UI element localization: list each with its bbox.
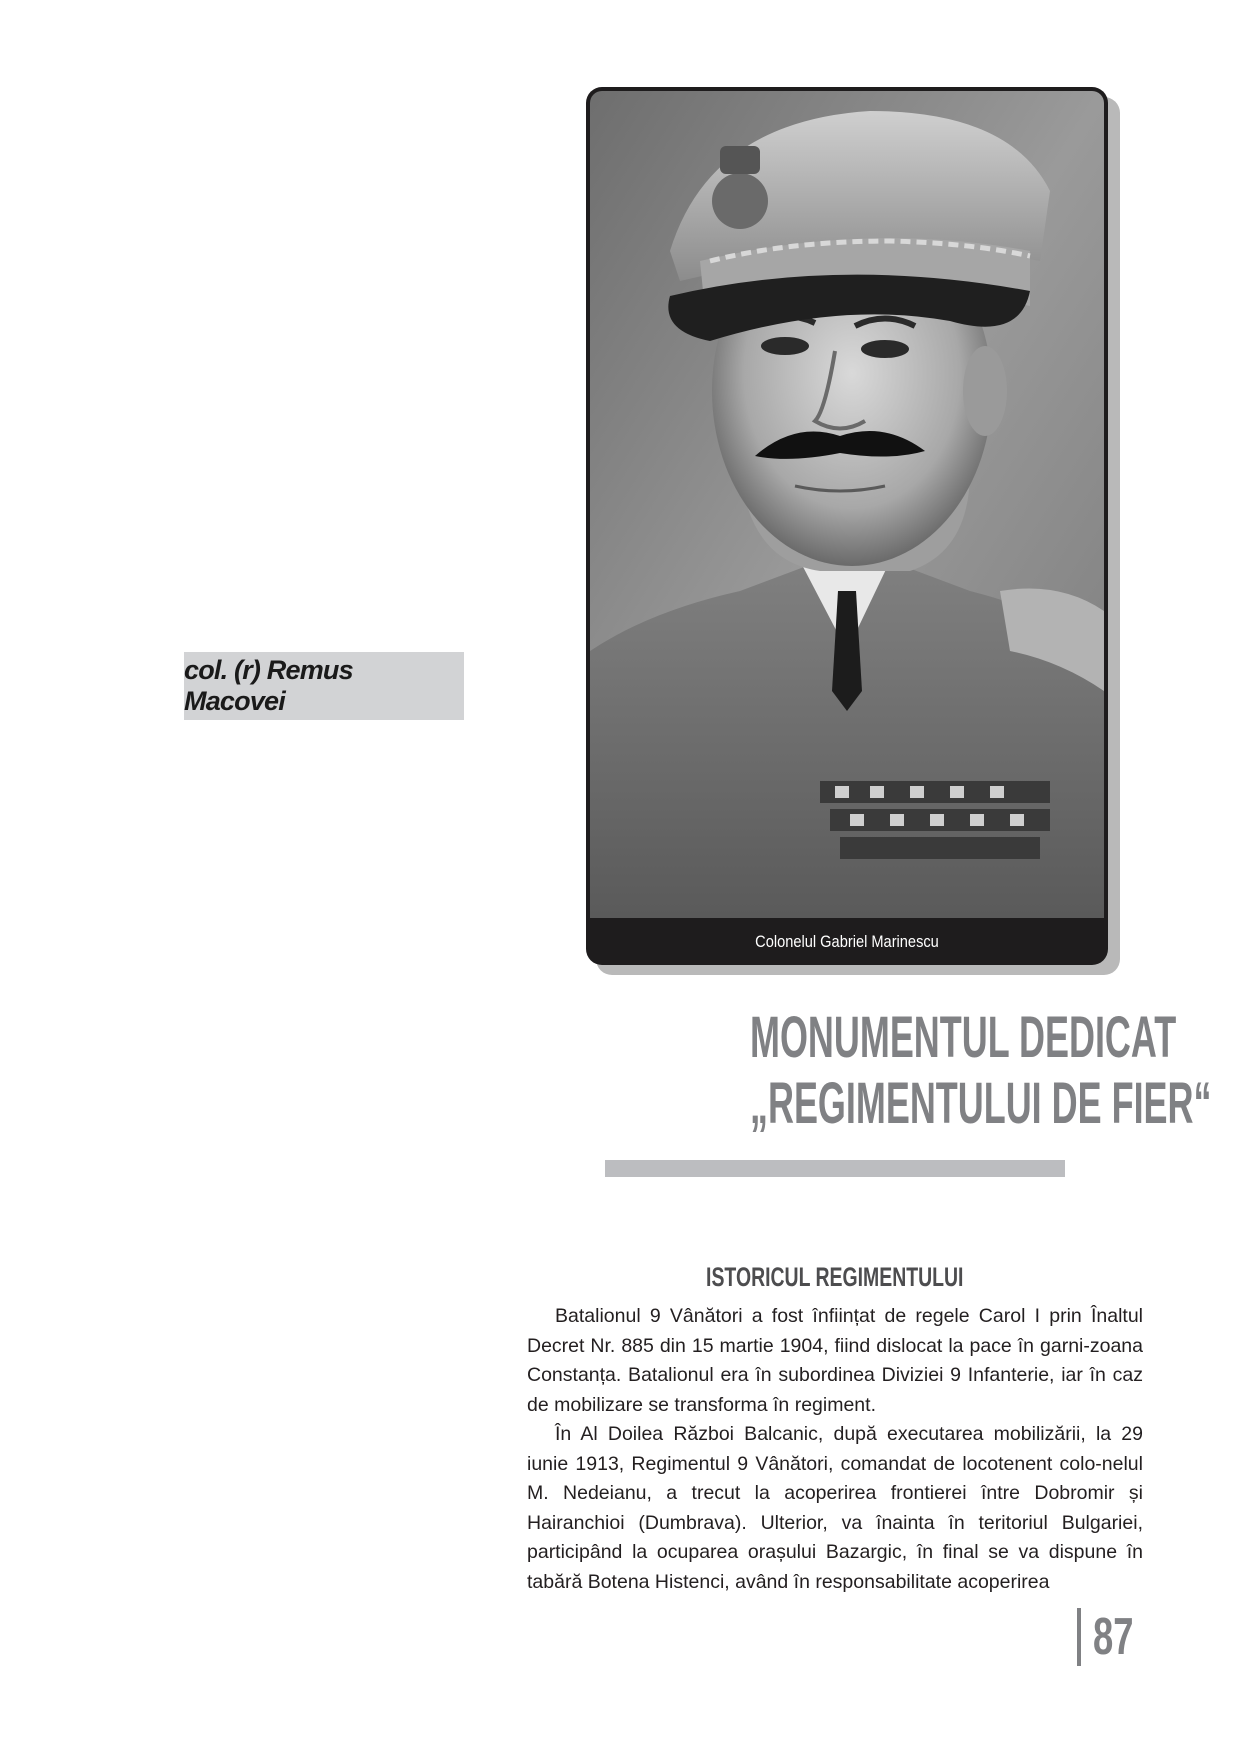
- section-heading: ISTORICUL REGIMENTULUI: [706, 1262, 964, 1292]
- paragraph: Batalionul 9 Vânători a fost înființat de regele Carol I prin Înaltul Decret Nr. 885 din 15 martie 1904, fiind dislocat la pace în garni-zoana Constanța. Batalionul era în subordinea Diviziei 9 Infanterie, iar în caz de mobilizare se transforma în regiment.: [527, 1305, 1143, 1416]
- paragraph: În Al Doilea Război Balcanic, după executarea mobilizării, la 29 iunie 1913, Regimentul 9 Vânători, comandat de locotenent colo-nelul M. Nedeianu, a trecut la acoperirea frontierei între Dobromir și Hairanchioi (Dumbrava). Ulterior, va înainta în teritoriul Bulgariei, participând la ocuparea orașului Bazargic, în final se va dispune în tabără Botena Histenci, având în responsabilitate acoperirea: [527, 1423, 1143, 1593]
- title-line-2: „REGIMENTULUI DE FIER“: [750, 1071, 1212, 1136]
- page-number-bar: [1077, 1608, 1081, 1666]
- author-name: col. (r) Remus Macovei: [184, 655, 353, 716]
- portrait-photo: [590, 91, 1104, 918]
- title-line-1: MONUMENTUL DEDICAT: [750, 1005, 1177, 1070]
- body-text: [527, 1302, 1143, 1597]
- page-number-value: 87: [1093, 1608, 1134, 1666]
- page-number: [1077, 1606, 1151, 1668]
- photo-caption: Colonelul Gabriel Marinescu: [755, 932, 939, 951]
- article-title: [560, 1005, 1212, 1137]
- photo-frame: [586, 87, 1108, 965]
- title-underline-bar: [605, 1160, 1065, 1177]
- author-box: [184, 652, 464, 720]
